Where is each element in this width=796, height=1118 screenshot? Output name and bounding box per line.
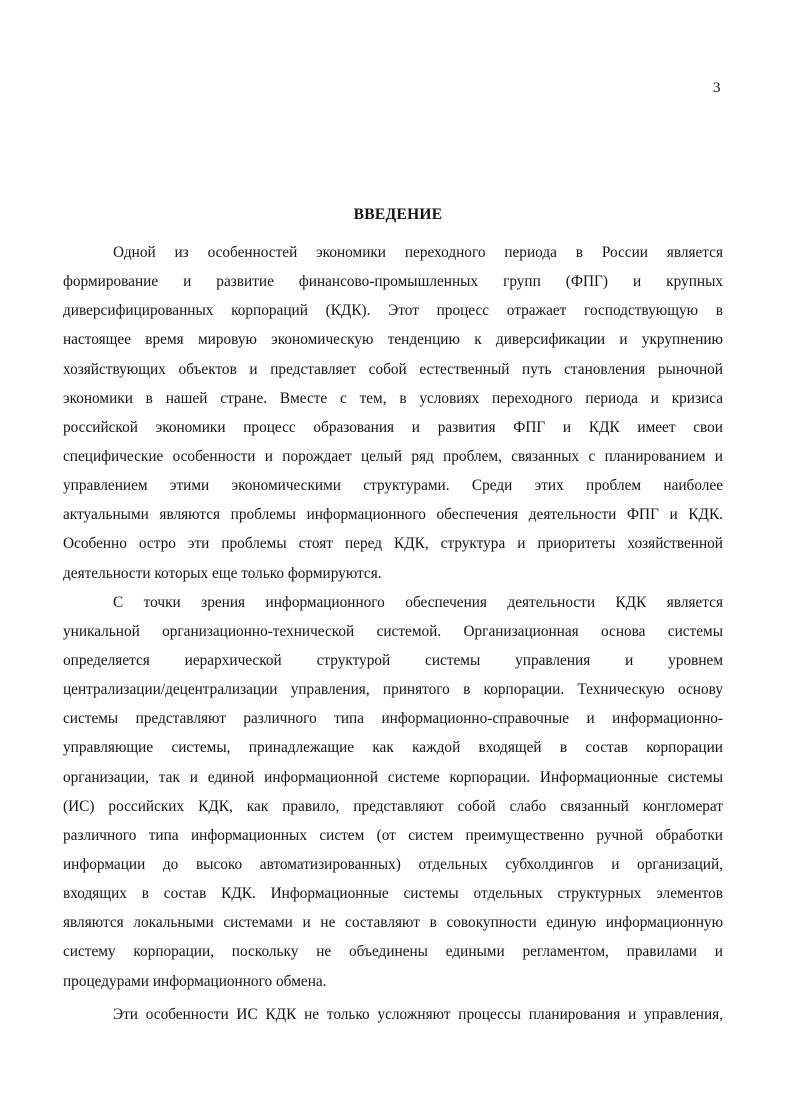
paragraph-1-line: российской экономики процесс образования и развития ФПГ и КДК имеет свои bbox=[63, 418, 723, 436]
paragraph-1-line: диверсифицированных корпораций (КДК). Этот процесс отражает господствующую в bbox=[63, 302, 723, 320]
paragraph-2-line: входящих в состав КДК. Информационные системы отдельных структурных элементов bbox=[63, 885, 723, 903]
paragraph-2-line: процедурами информационного обмена. bbox=[63, 972, 327, 990]
paragraph-1-line: Особенно остро эти проблемы стоят перед КДК, структура и приоритеты хозяйственной bbox=[63, 535, 723, 553]
paragraph-2-line: систему корпорации, поскольку не объединены едиными регламентом, правилами и bbox=[63, 943, 723, 961]
paragraph-1-line: актуальными являются проблемы информационного обеспечения деятельности ФПГ и КДК. bbox=[63, 506, 723, 524]
paragraph-1-line: управлением этими экономическими структурами. Среди этих проблем наиболее bbox=[63, 477, 723, 495]
paragraph-1-line: формирование и развитие финансово-промышленных групп (ФПГ) и крупных bbox=[63, 273, 723, 291]
paragraph-2-line: централизации/децентрализации управления, принятого в корпорации. Техническую основу bbox=[63, 681, 723, 699]
paragraph-2-line: определяется иерархической структурой системы управления и уровнем bbox=[63, 651, 723, 669]
paragraph-1-line: экономики в нашей стране. Вместе с тем, в условиях переходного периода и кризиса bbox=[63, 389, 723, 407]
paragraph-2-line: уникальной организационно-технической системой. Организационная основа системы bbox=[63, 622, 723, 640]
paragraph-2-line: С точки зрения информационного обеспечения деятельности КДК является bbox=[113, 593, 723, 611]
paragraph-2-line: управляющие системы, принадлежащие как каждой входящей в состав корпорации bbox=[63, 739, 723, 757]
paragraph-1-line: настоящее время мировую экономическую тенденцию к диверсификации и укрупнению bbox=[63, 331, 723, 349]
paragraph-1-line: специфические особенности и порождает целый ряд проблем, связанных с планированием и bbox=[63, 447, 723, 465]
paragraph-2-line: являются локальными системами и не составляют в совокупности единую информационную bbox=[63, 914, 723, 932]
page-number: 3 bbox=[713, 80, 721, 96]
paragraph-3-line: Эти особенности ИС КДК не только усложняют процессы планирования и управления, bbox=[113, 1005, 723, 1023]
paragraph-2-line: различного типа информационных систем (от систем преимущественно ручной обработки bbox=[63, 826, 723, 844]
body-text bbox=[63, 238, 723, 1029]
paragraph-2-line: информации до высоко автоматизированных) отдельных субхолдингов и организаций, bbox=[63, 855, 723, 873]
paragraph-2-line: системы представляют различного типа информационно-справочные и информационно- bbox=[63, 710, 723, 728]
paragraph-1-line: деятельности которых еще только формируются. bbox=[63, 564, 382, 582]
paragraph-2-line: организации, так и единой информационной системе корпорации. Информационные системы bbox=[63, 768, 723, 786]
paragraph-1-line: Одной из особенностей экономики переходного периода в России является bbox=[113, 244, 723, 261]
paragraph-1-line: хозяйствующих объектов и представляет собой естественный путь становления рыночной bbox=[63, 360, 723, 378]
paragraph-2-line: (ИС) российских КДК, как правило, представляют собой слабо связанный конгломерат bbox=[63, 797, 723, 815]
section-heading: ВВЕДЕНИЕ bbox=[353, 206, 443, 223]
